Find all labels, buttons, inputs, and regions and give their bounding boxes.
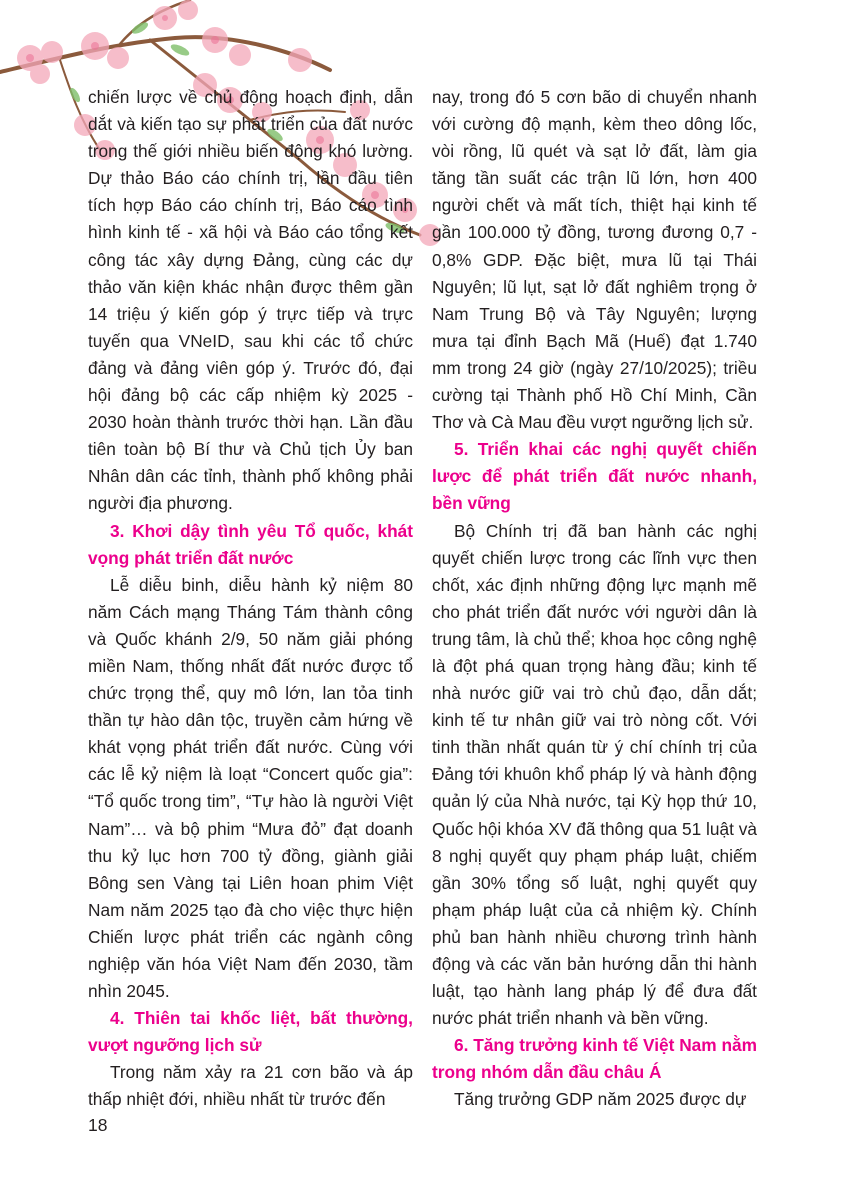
body-paragraph: chiến lược về chủ động hoạch định, dẫn dắt và kiến tạo sự phát triển của đất nước trong thế giới nhiều biến động khó lường. Dự thảo Báo cáo chính trị, lần đầu tiên tích hợp Báo cáo chính trị, Báo cáo tình hình kinh tế - xã hội và Báo cáo tổng kết công tác xây dựng Đảng, cùng các dự thảo văn kiện khác nhận được thêm gần 14 triệu ý kiến góp ý trực tiếp và trực tuyến qua VNeID, sau khi các tổ chức đảng và đảng viên góp ý. Trước đó, đại hội đảng bộ các cấp nhiệm kỳ 2025 - 2030 hoàn thành trước thời hạn. Lần đầu tiên toàn bộ Bí thư và Chủ tịch Ủy ban Nhân dân các tỉnh, thành phố không phải người địa phương. [88,87,413,514]
page-number: 18 [88,1115,108,1135]
body-paragraph: Lễ diễu binh, diễu hành kỷ niệm 80 năm Cách mạng Tháng Tám thành công và Quốc khánh 2/9, 50 năm giải phóng miền Nam, thống nhất đất nước được tổ chức trọng thể, quy mô lớn, lan tỏa tinh thần tự hào dân tộc, truyền cảm hứng về khát vọng phát triển đất nước. Cùng với các lễ kỷ niệm là loạt “Concert quốc gia”: “Tổ quốc trong tim”, “Tự hào là người Việt Nam”… và bộ phim “Mưa đỏ” đạt doanh thu kỷ lục hơn 700 tỷ đồng, giành giải Bông sen Vàng tại Liên hoan phim Việt Nam năm 2025 tạo đà cho việc thực hiện Chiến lược phát triển các ngành công nghiệp văn hóa Việt Nam đến 2030, tầm nhìn 2045. [88,574,413,1002]
right-column [432,84,757,1114]
body-paragraph: Bộ Chính trị đã ban hành các nghị quyết chiến lược trong các lĩnh vực then chốt, xác định những động lực mạnh mẽ cho phát triển đất nước với người dân là trung tâm, là chủ thể; khoa học công nghệ là đột phá quan trọng hàng đầu; kinh tế nhà nước giữ vai trò chủ đạo, dẫn dắt; kinh tế tư nhân giữ vai trò nòng cốt. Với tinh thần nhất quán từ ý chí chính trị của Đảng tới khuôn khổ pháp lý và hành động quản lý của Nhà nước, tại Kỳ họp thứ 10, Quốc hội khóa XV đã thông qua 51 luật và 8 nghị quyết quy phạm pháp luật, chiếm gần 30% tổng số luật, nghị quyết quy phạm pháp luật của cả nhiệm kỳ. Chính phủ ban hành nhiều chương trình hành động và các văn bản hướng dẫn thi hành luật, tạo hành lang pháp lý để đưa đất nước phát triển nhanh và bền vững. [432,520,757,1029]
left-column [88,84,413,1114]
body-paragraph: nay, trong đó 5 cơn bão di chuyển nhanh với cường độ mạnh, kèm theo dông lốc, vòi rồng, lũ quét và sạt lở đất, làm gia tăng tần suất các trận lũ lớn, hơn 400 người chết và mất tích, thiệt hại kinh tế gần 100.000 tỷ đồng, tương đương 0,7 - 0,8% GDP. Đặc biệt, mưa lũ tại Thái Nguyên; lũ lụt, sạt lở đất nghiêm trọng ở Nam Trung Bộ và Tây Nguyên; lượng mưa tại đỉnh Bạch Mã (Huế) đạt 1.740 mm trong 24 giờ (ngày 27/10/2025); triều cường tại Thành phố Hồ Chí Minh, Cần Thơ và Cà Mau đều vượt ngưỡng lịch sử. [432,87,757,433]
section-heading-5: 5. Triển khai các nghị quyết chiến lược để phát triển đất nước nhanh, bền vững [432,439,757,514]
section-heading-4: 4. Thiên tai khốc liệt, bất thường, vượt ngưỡng lịch sử [88,1008,413,1056]
section-heading-6: 6. Tăng trưởng kinh tế Việt Nam nằm trong nhóm dẫn đầu châu Á [432,1035,757,1083]
body-paragraph: Trong năm xảy ra 21 cơn bão và áp thấp nhiệt đới, nhiều nhất từ trước đến [88,1062,413,1110]
section-heading-3: 3. Khơi dậy tình yêu Tổ quốc, khát vọng phát triển đất nước [88,520,413,568]
body-paragraph: Tăng trưởng GDP năm 2025 được dự [454,1089,747,1110]
